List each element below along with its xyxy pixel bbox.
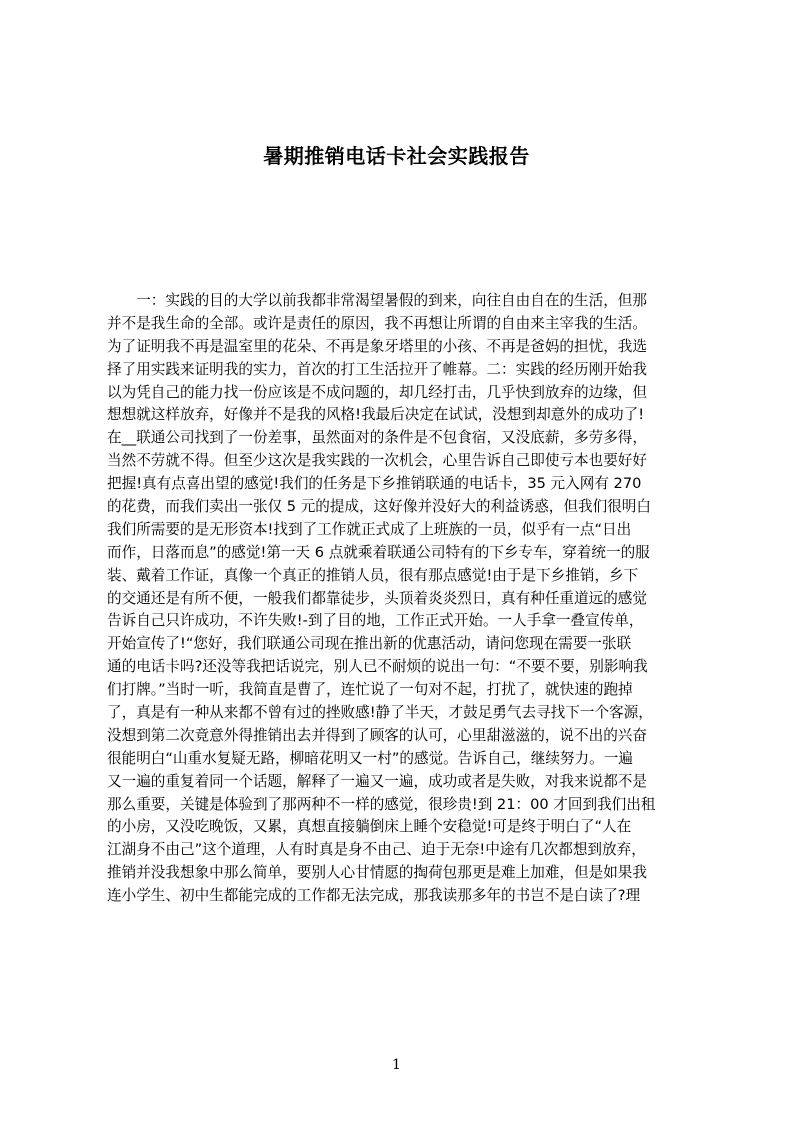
text-line: 为了证明我不再是温室里的花朵、不再是象牙塔里的小孩、不再是爸妈的担忧，我选 <box>107 337 647 355</box>
text-line: 择了用实践来证明我的实力，首次的打工生活拉开了帷幕。二：实践的经历刚开始我 <box>107 360 647 378</box>
body-text <box>107 290 699 908</box>
text-line: 们打牌。”当时一听，我简直是曹了，连忙说了一句对不起，打扰了，就快速的跑掉 <box>107 681 633 699</box>
text-line: 江湖身不由己”这个道理，人有时真是身不由己、迫于无奈!中途有几次都想到放弃， <box>107 841 646 859</box>
text-line: 通的电话卡吗?还没等我把话说完，别人已不耐烦的说出一句：“不要不要，别影响我 <box>107 658 648 676</box>
text-line: 把握!真有点喜出望的感觉!我们的任务是下乡推销联通的电话卡，35 元入网有 270 <box>107 475 642 493</box>
text-line: 一：实践的目的大学以前我都非常渴望暑假的到来，向往自由自在的生活，但那 <box>107 292 647 309</box>
text-line: 而作，日落而息”的感觉!第一天 6 点就乘着联通公司特有的下乡专车，穿着统一的服 <box>107 543 650 561</box>
text-line: 的交通还是有所不便，一般我们都靠徒步，头顶着炎炎烈日，真有种任重道远的感觉 <box>107 589 647 607</box>
text-line: 连小学生、初中生都能完成的工作都无法完成，那我读那多年的书岂不是白读了?理 <box>107 887 641 905</box>
text-line: 又一遍的重复着同一个话题，解释了一遍又一遍，成功或者是失败，对我来说都不是 <box>107 772 647 790</box>
text-line: 告诉自己只许成功，不许失败!-到了目的地，工作正式开始。一人手拿一叠宣传单， <box>107 612 644 630</box>
text-line: 推销并没我想象中那么简单，要别人心甘情愿的掏荷包那更是难上加难，但是如果我 <box>107 864 647 882</box>
text-line: 很能明白“山重水复疑无路，柳暗花明又一村”的感觉。告诉自己，继续努力。一遍 <box>107 749 633 767</box>
document-title: 暑期推销电话卡社会实践报告 <box>263 144 530 168</box>
text-line: 没想到第二次竟意外得推销出去并得到了顾客的认可，心里甜滋滋的，说不出的兴奋 <box>107 726 647 744</box>
text-line: 的花费，而我们卖出一张仅 5 元的提成，这好像并没好大的利益诱惑，但我们很明白 <box>107 498 651 516</box>
text-line: 的小房，又没吃晚饭，又累，真想直接躺倒床上睡个安稳觉!可是终于明白了“人在 <box>107 818 632 836</box>
text-line: 那么重要，关键是体验到了那两种不一样的感觉，很珍贵!到 21：00 才回到我们出租 <box>107 795 656 813</box>
text-line: 在__联通公司找到了一份差事，虽然面对的条件是不包食宿，又没底薪，多劳多得， <box>107 429 647 447</box>
text-line: 当然不劳就不得。但至少这次是我实践的一次机会，心里告诉自己即使亏本也要好好 <box>107 452 647 470</box>
text-line: 装、戴着工作证，真像一个真正的推销人员，很有那点感觉!由于是下乡推销，乡下 <box>107 566 639 584</box>
text-line: 并不是我生命的全部。或许是责任的原因，我不再想让所谓的自由来主宰我的生活。 <box>107 314 647 332</box>
text-line: 我们所需要的是无形资本!找到了工作就正式成了上班族的一员，似乎有一点“日出 <box>107 520 632 538</box>
text-line: 开始宣传了!“您好，我们联通公司现在推出新的优惠活动，请问您现在需要一张联 <box>107 635 632 653</box>
text-line: 想想就这样放弃，好像并不是我的风格!我最后决定在试试，没想到却意外的成功了! <box>107 406 645 424</box>
text-line: 以为凭自己的能力找一份应该是不成问题的，却几经打击，几乎快到放弃的边缘，但 <box>107 383 647 401</box>
text-line: 了，真是有一种从来都不曾有过的挫败感!静了半天，才鼓足勇气去寻找下一个客源， <box>107 704 653 722</box>
page-number: 1 <box>392 1057 401 1073</box>
